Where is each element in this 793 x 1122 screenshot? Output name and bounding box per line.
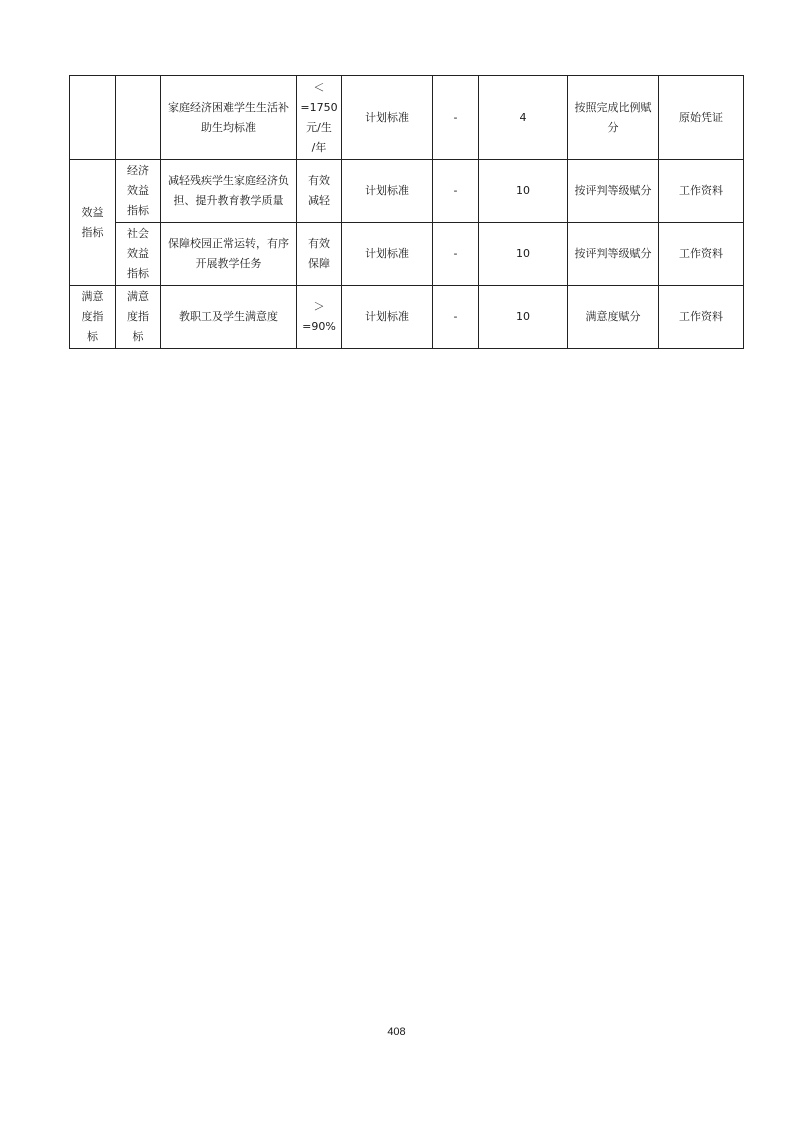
value-cell: ＜ =1750 元/生 /年 xyxy=(297,76,342,160)
scoring-cell: 满意度赋分 xyxy=(568,286,659,349)
scoring-cell: 按评判等级赋分 xyxy=(568,160,659,223)
standard-cell: 计划标准 xyxy=(342,76,433,160)
indicator-cell: 保障校园正常运转，有序开展教学任务 xyxy=(161,223,297,286)
value-cell: ＞ =90% xyxy=(297,286,342,349)
table-row xyxy=(70,160,744,223)
weight-cell: 10 xyxy=(479,286,568,349)
history-cell: - xyxy=(433,223,479,286)
level1-cell xyxy=(70,76,116,160)
standard-cell: 计划标准 xyxy=(342,286,433,349)
indicator-cell: 减轻残疾学生家庭经济负担、提升教育教学质量 xyxy=(161,160,297,223)
evidence-cell: 工作资料 xyxy=(659,223,744,286)
table-row xyxy=(70,76,744,160)
value-cell: 有效 保障 xyxy=(297,223,342,286)
evidence-cell: 工作资料 xyxy=(659,286,744,349)
history-cell: - xyxy=(433,160,479,223)
standard-cell: 计划标准 xyxy=(342,223,433,286)
indicator-cell: 家庭经济困难学生生活补助生均标准 xyxy=(161,76,297,160)
evidence-cell: 工作资料 xyxy=(659,160,744,223)
level2-cell xyxy=(116,76,161,160)
table-row xyxy=(70,286,744,349)
history-cell: - xyxy=(433,76,479,160)
level1-cell: 效益 指标 xyxy=(70,160,116,286)
scoring-cell: 按评判等级赋分 xyxy=(568,223,659,286)
weight-cell: 4 xyxy=(479,76,568,160)
weight-cell: 10 xyxy=(479,160,568,223)
level1-cell: 满意 度指 标 xyxy=(70,286,116,349)
weight-cell: 10 xyxy=(479,223,568,286)
table-row xyxy=(70,223,744,286)
performance-indicator-table xyxy=(69,75,744,349)
standard-cell: 计划标准 xyxy=(342,160,433,223)
evidence-cell: 原始凭证 xyxy=(659,76,744,160)
level2-cell: 经济 效益 指标 xyxy=(116,160,161,223)
scoring-cell: 按照完成比例赋分 xyxy=(568,76,659,160)
value-cell: 有效 减轻 xyxy=(297,160,342,223)
history-cell: - xyxy=(433,286,479,349)
page-number: 408 xyxy=(387,1026,406,1038)
level2-cell: 满意 度指 标 xyxy=(116,286,161,349)
level2-cell: 社会 效益 指标 xyxy=(116,223,161,286)
indicator-cell: 教职工及学生满意度 xyxy=(161,286,297,349)
